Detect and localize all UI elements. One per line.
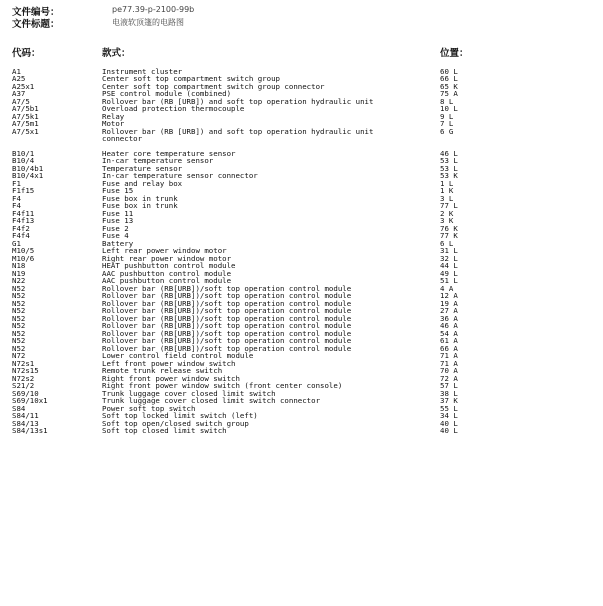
table-row: [0, 367, 603, 375]
table-row: [0, 412, 603, 420]
component-description: Lower control field control module: [102, 351, 254, 360]
table-row: [0, 232, 603, 240]
component-code: F4f13: [12, 216, 35, 225]
component-description: Trunk luggage cover closed limit switch: [102, 388, 276, 398]
component-code: A7/5x1: [12, 126, 39, 136]
column-header-code: 代码：: [12, 48, 41, 59]
table-row: [0, 405, 603, 413]
component-description: Right front power window switch (front center console): [102, 381, 343, 390]
component-code: N18: [12, 261, 26, 270]
component-code: S21/2: [12, 381, 35, 390]
component-description: Rollover bar (RB[URB])/soft top operation control module: [102, 298, 352, 308]
component-description: Rollover bar (RB[URB])/soft top operation control module: [102, 306, 352, 315]
component-position: 37 K: [440, 396, 458, 405]
component-description: Rollover bar (RB[URB])/soft top operation control module: [102, 328, 352, 338]
component-description: HEAT pushbutton control module: [102, 261, 236, 270]
component-description: Fuse 15: [102, 186, 134, 195]
component-position: 32 L: [440, 253, 458, 263]
component-description: Trunk luggage cover closed limit switch connector: [102, 396, 321, 405]
component-position: 53 L: [440, 163, 458, 173]
component-code: N72: [12, 351, 26, 360]
component-code: N72s1: [12, 358, 35, 368]
component-code: F4f2: [12, 223, 30, 233]
component-description: Rollover bar (RB[URB])/soft top operation control module: [102, 291, 352, 300]
component-description: Rollover bar (RB [URB]) and soft top operation hydraulic unit connector: [102, 126, 374, 143]
component-position: 53 K: [440, 171, 458, 180]
component-code: S84/11: [12, 411, 39, 420]
component-position: 71 A: [440, 358, 458, 368]
component-position: 12 A: [440, 291, 458, 300]
component-position: 46 A: [440, 321, 458, 330]
component-code: N22: [12, 276, 26, 285]
table-row: [0, 128, 603, 143]
component-code: A37: [12, 89, 26, 98]
component-description: AAC pushbutton control module: [102, 276, 232, 285]
component-description: Rollover bar (RB[URB])/soft top operation control module: [102, 336, 352, 345]
table-row: [0, 270, 603, 278]
component-position: 40 L: [440, 418, 458, 428]
component-table: [0, 68, 603, 435]
component-description: Fuse 2: [102, 223, 129, 233]
component-code: N52: [12, 343, 26, 353]
component-description: In-car temperature sensor: [102, 156, 214, 165]
table-row: [0, 150, 603, 158]
table-row: [0, 180, 603, 188]
component-position: 65 K: [440, 81, 458, 91]
table-row: [0, 360, 603, 368]
component-description: In-car temperature sensor connector: [102, 171, 258, 180]
component-position: 8 L: [440, 96, 454, 106]
component-description: Soft top open/closed switch group: [102, 418, 249, 428]
component-code: N52: [12, 283, 26, 293]
component-description: Right front power window switch: [102, 373, 240, 383]
component-position: 9 L: [440, 111, 454, 121]
component-description: Fuse 11: [102, 208, 134, 218]
component-position: 2 K: [440, 208, 454, 218]
component-code: A25: [12, 74, 26, 83]
component-code: B10/4: [12, 156, 35, 165]
component-code: F1f15: [12, 186, 35, 195]
table-row: [0, 382, 603, 390]
component-code: A1: [12, 66, 21, 76]
column-header-position: 位置：: [440, 48, 469, 59]
component-code: N52: [12, 313, 26, 323]
component-description: Heater core temperature sensor: [102, 148, 236, 158]
component-position: 44 L: [440, 261, 458, 270]
component-code: N52: [12, 336, 26, 345]
component-code: A7/5b1: [12, 104, 39, 113]
component-description: Right rear power window motor: [102, 253, 232, 263]
component-code: F4: [12, 201, 21, 210]
component-position: 51 L: [440, 276, 458, 285]
component-position: 4 A: [440, 283, 454, 293]
table-row: [0, 240, 603, 248]
table-row: [0, 345, 603, 353]
component-position: 6 L: [440, 238, 454, 248]
component-code: N52: [12, 328, 26, 338]
component-description: Center soft top compartment switch group: [102, 74, 280, 83]
table-row: [0, 98, 603, 106]
component-code: S84: [12, 403, 26, 413]
component-position: 76 K: [440, 223, 458, 233]
component-position: 1 K: [440, 186, 454, 195]
component-description: Temperature sensor: [102, 163, 183, 173]
table-row: [0, 172, 603, 180]
component-code: S69/10x1: [12, 396, 48, 405]
component-description: Soft top locked limit switch (left): [102, 411, 258, 420]
table-row: [0, 187, 603, 195]
component-code: A7/5k1: [12, 111, 39, 121]
table-row: [0, 68, 603, 76]
table-row: [0, 165, 603, 173]
component-description: Fuse 4: [102, 231, 129, 240]
component-position: 31 L: [440, 246, 458, 255]
component-code: N72s2: [12, 373, 35, 383]
component-code: N52: [12, 298, 26, 308]
component-position: 54 A: [440, 328, 458, 338]
table-row: [0, 217, 603, 225]
table-row: [0, 225, 603, 233]
component-code: N72s15: [12, 366, 39, 375]
component-position: 36 A: [440, 313, 458, 323]
component-description: Fuse 13: [102, 216, 134, 225]
component-position: 57 L: [440, 381, 458, 390]
table-row: [0, 210, 603, 218]
component-code: M10/6: [12, 253, 35, 263]
table-row: [0, 105, 603, 113]
component-description: Fuse box in trunk: [102, 201, 178, 210]
component-description: Remote trunk release switch: [102, 366, 223, 375]
table-row: [0, 420, 603, 428]
component-position: 60 L: [440, 66, 458, 76]
table-row: [0, 83, 603, 91]
component-position: 10 L: [440, 104, 458, 113]
component-description: AAC pushbutton control module: [102, 268, 232, 278]
component-position: 3 K: [440, 216, 454, 225]
component-position: 46 L: [440, 148, 458, 158]
component-position: 34 L: [440, 411, 458, 420]
file-title-value: 电液软顶篷的电路图: [112, 18, 184, 27]
component-position: 72 A: [440, 373, 458, 383]
component-description: Motor: [102, 119, 125, 128]
component-code: A25x1: [12, 81, 35, 91]
component-position: 66 L: [440, 74, 458, 83]
component-position: 70 A: [440, 366, 458, 375]
table-row: [0, 352, 603, 360]
component-code: G1: [12, 238, 21, 248]
component-description: Overload protection thermocouple: [102, 104, 245, 113]
component-code: B10/1: [12, 148, 35, 158]
component-code: A7/5: [12, 96, 30, 106]
table-row: [0, 247, 603, 255]
table-row: [0, 262, 603, 270]
component-position: 1 L: [440, 178, 454, 188]
table-row: [0, 427, 603, 435]
component-code: S84/13: [12, 418, 39, 428]
component-description: Rollover bar (RB[URB])/soft top operation control module: [102, 283, 352, 293]
table-row: [0, 397, 603, 405]
component-description: Left rear power window motor: [102, 246, 227, 255]
component-description: Left front power window switch: [102, 358, 236, 368]
component-position: 77 L: [440, 201, 458, 210]
component-position: 3 L: [440, 193, 454, 203]
component-description: Instrument cluster: [102, 66, 183, 76]
component-description: PSE control module (combined): [102, 89, 232, 98]
component-description: Rollover bar (RB [URB]) and soft top operation hydraulic unit: [102, 96, 374, 106]
component-position: 40 L: [440, 426, 458, 435]
table-row: [0, 255, 603, 263]
component-description: Fuse and relay box: [102, 178, 183, 188]
component-position: 27 A: [440, 306, 458, 315]
table-row: [0, 202, 603, 210]
component-description: Battery: [102, 238, 134, 248]
component-description: Rollover bar (RB[URB])/soft top operation control module: [102, 321, 352, 330]
file-number-value: pe77.39-p-2100-99b: [112, 5, 195, 14]
component-code: B10/4b1: [12, 163, 44, 173]
component-position: 38 L: [440, 388, 458, 398]
component-code: F4f11: [12, 208, 35, 218]
component-description: Rollover bar (RB[URB])/soft top operation control module: [102, 313, 352, 323]
component-description: Center soft top compartment switch group connector: [102, 81, 325, 91]
component-position: 53 L: [440, 156, 458, 165]
component-position: 6 G: [440, 126, 454, 136]
component-code: A7/5m1: [12, 119, 39, 128]
component-description: Soft top closed limit switch: [102, 426, 227, 435]
file-title-label: 文件标题：: [12, 19, 60, 30]
component-code: S69/10: [12, 388, 39, 398]
component-code: N52: [12, 306, 26, 315]
component-position: 55 L: [440, 403, 458, 413]
component-code: N52: [12, 291, 26, 300]
component-position: 71 A: [440, 351, 458, 360]
component-position: 75 A: [440, 89, 458, 98]
file-number-label: 文件编号：: [12, 7, 60, 18]
component-code: M10/5: [12, 246, 35, 255]
component-code: F4f4: [12, 231, 30, 240]
component-position: 77 K: [440, 231, 458, 240]
column-header-description: 款式：: [102, 48, 131, 59]
table-row: [0, 157, 603, 165]
component-position: 61 A: [440, 336, 458, 345]
component-code: F1: [12, 178, 21, 188]
component-position: 19 A: [440, 298, 458, 308]
component-code: F4: [12, 193, 21, 203]
component-code: N52: [12, 321, 26, 330]
component-position: 7 L: [440, 119, 454, 128]
component-code: B10/4x1: [12, 171, 44, 180]
component-position: 66 A: [440, 343, 458, 353]
component-description: Power soft top switch: [102, 403, 196, 413]
component-position: 49 L: [440, 268, 458, 278]
component-description: Relay: [102, 111, 125, 121]
table-row: [0, 195, 603, 203]
table-row: [0, 113, 603, 121]
component-description: Fuse box in trunk: [102, 193, 178, 203]
component-description: Rollover bar (RB[URB])/soft top operation control module: [102, 343, 352, 353]
component-code: N19: [12, 268, 26, 278]
component-code: S84/13s1: [12, 426, 48, 435]
